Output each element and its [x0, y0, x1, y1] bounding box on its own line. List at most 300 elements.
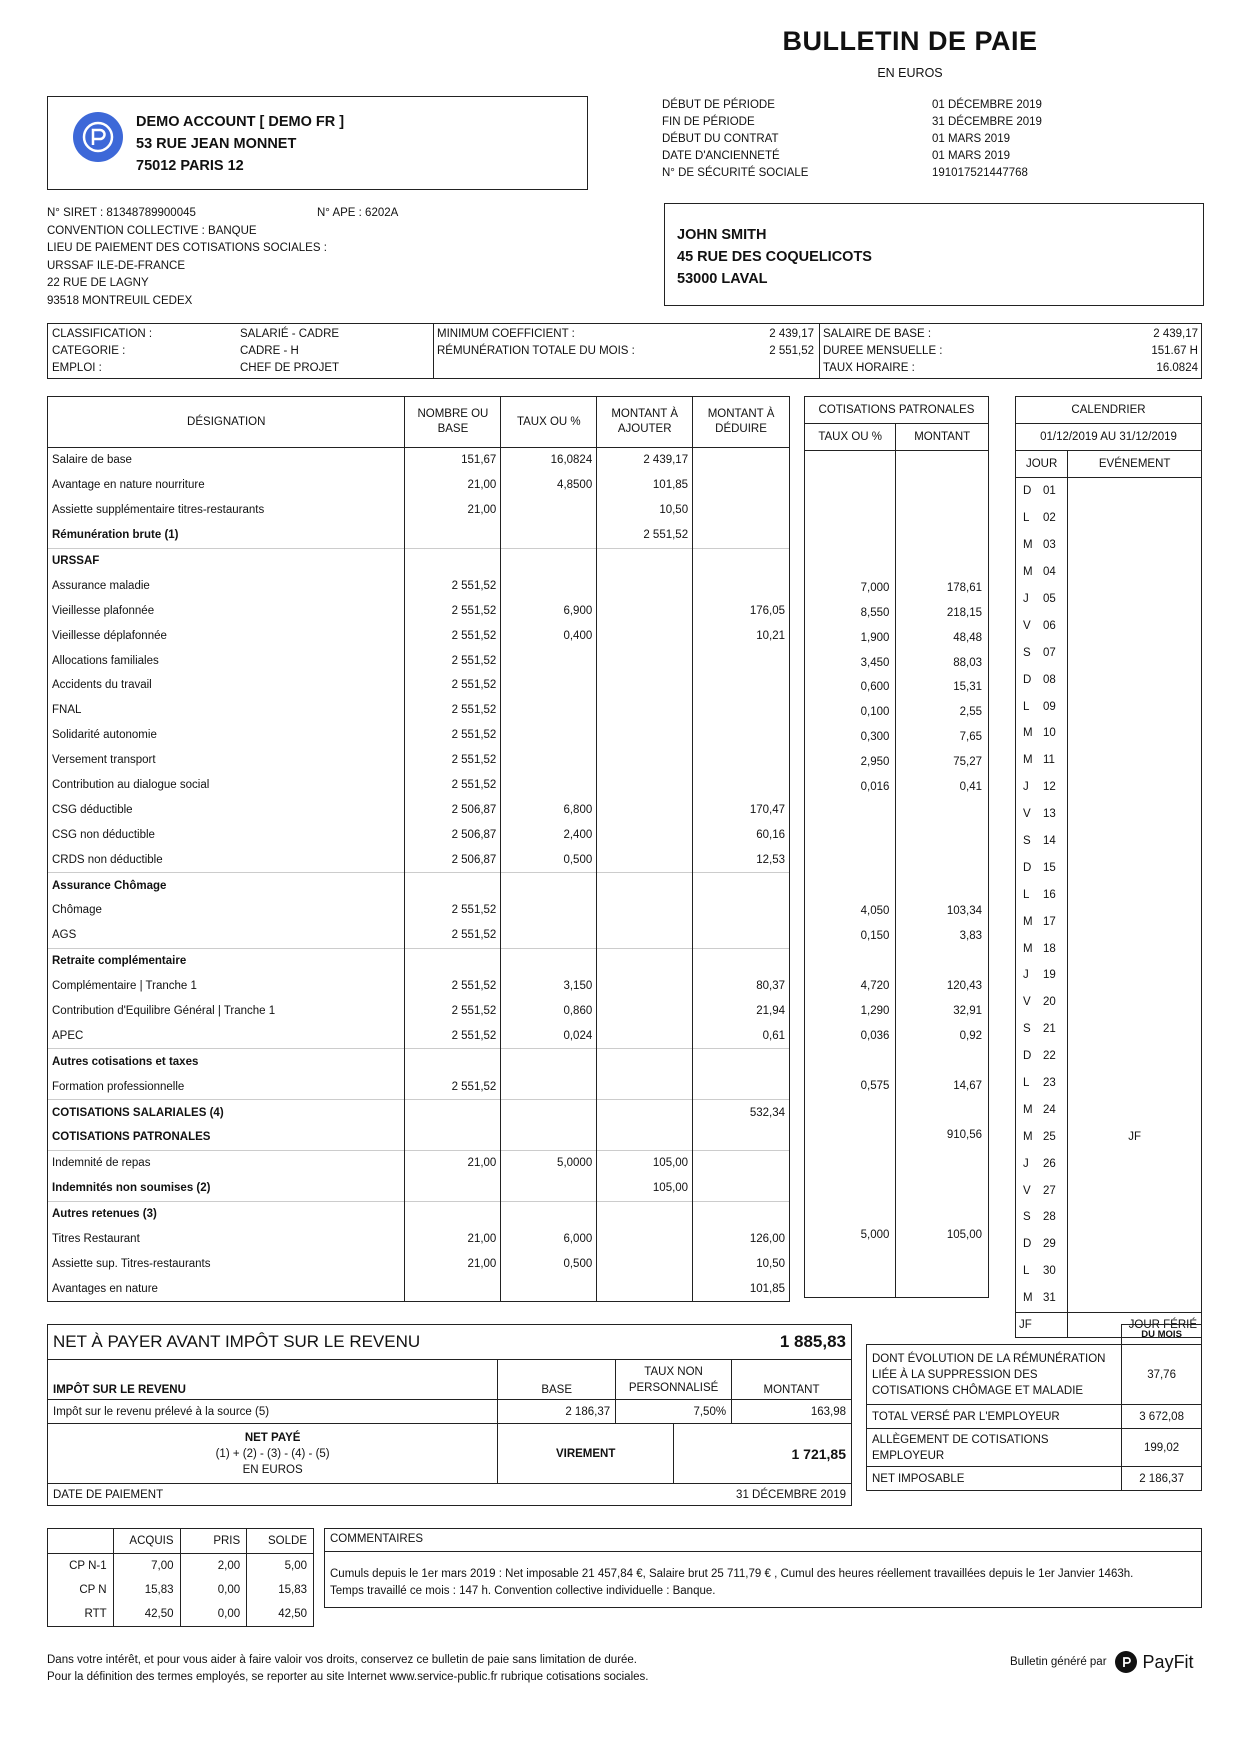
patr-montant: 120,43 [896, 974, 989, 999]
row-t: 0,024 [501, 1023, 597, 1048]
row-t [501, 648, 597, 673]
calendar-event [1068, 1016, 1202, 1043]
calendar-event [1068, 1204, 1202, 1231]
row-m: 532,34 [693, 1100, 790, 1125]
patr-montant: 178,61 [896, 575, 989, 600]
leave-header-solde: SOLDE [247, 1529, 314, 1554]
patr-montant: 32,91 [896, 999, 989, 1024]
footer-line-1: Dans votre intérêt, et pour vous aider à faire valoir vos droits, conservez ce bulletin de paie sans limitation de durée. [47, 1654, 638, 1666]
patr-montant: 0,92 [896, 1023, 989, 1048]
calendar-day-number: 28 [1043, 1211, 1056, 1224]
net-pay-table [47, 1324, 852, 1506]
patr-row [805, 1248, 989, 1273]
calendar-day-letter: J [1023, 969, 1029, 982]
period-label: DATE D'ANCIENNETÉ [662, 150, 780, 162]
calendar-event [1068, 1096, 1202, 1123]
calendar-day-letter: M [1023, 539, 1033, 552]
calendar-day-number: 23 [1043, 1077, 1056, 1090]
row-designation: Vieillesse plafonnée [48, 598, 405, 623]
comments-block [324, 1528, 1202, 1608]
calendar-row [1016, 908, 1202, 935]
leave-solde: 15,83 [247, 1578, 314, 1602]
siret: N° SIRET : 81348789900045 [47, 207, 196, 219]
recap-row [867, 1405, 1202, 1429]
calendar-day-letter: D [1023, 1238, 1032, 1251]
row-n: 2 551,52 [405, 1023, 501, 1048]
calendar-event [1068, 1231, 1202, 1258]
row-m [693, 723, 790, 748]
row-t [501, 1125, 597, 1150]
patr-row [805, 799, 989, 824]
patr-row [805, 999, 989, 1024]
header-deduire: MONTANT À DÉDUIRE [693, 397, 790, 448]
leave-row [48, 1602, 314, 1627]
leave-acquis: 7,00 [113, 1554, 180, 1579]
row-t [501, 698, 597, 723]
row-n [405, 1201, 501, 1226]
patr-row [805, 1173, 989, 1198]
payfit-brand: PayFit [1142, 1651, 1194, 1672]
row-t: 4,8500 [501, 473, 597, 498]
company-address-1: 53 RUE JEAN MONNET [136, 136, 297, 152]
row-m [693, 698, 790, 723]
leave-label: CP N [48, 1578, 114, 1602]
impot-taux-header: TAUX NON PERSONNALISÉ [616, 1360, 732, 1400]
row-t [501, 573, 597, 598]
patr-taux: 0,016 [805, 775, 896, 800]
calendar-row [1016, 962, 1202, 989]
calendar-event [1068, 908, 1202, 935]
patr-taux [805, 526, 896, 551]
row-a: 2 551,52 [597, 523, 693, 548]
header-ajouter: MONTANT À AJOUTER [597, 397, 693, 448]
calendar-day-letter: S [1023, 835, 1031, 848]
table-row [48, 773, 790, 798]
calendar-row [1016, 801, 1202, 828]
row-a [597, 773, 693, 798]
calendar-day [1016, 1231, 1068, 1258]
period-row [662, 165, 1062, 182]
recap-table [866, 1324, 1202, 1491]
calendar-day [1016, 1043, 1068, 1070]
row-t [501, 898, 597, 923]
row-designation: Complémentaire | Tranche 1 [48, 974, 405, 999]
row-designation: Avantages en nature [48, 1276, 405, 1301]
row-n: 2 551,52 [405, 898, 501, 923]
row-designation: Indemnité de repas [48, 1150, 405, 1175]
calendar-day [1016, 989, 1068, 1016]
calendar-day-letter: D [1023, 861, 1032, 874]
row-n: 2 506,87 [405, 797, 501, 822]
calendar-day-letter: L [1023, 512, 1030, 525]
patr-montant [896, 949, 989, 974]
table-row [48, 1176, 790, 1201]
recap-row [867, 1345, 1202, 1405]
patr-row [805, 675, 989, 700]
leave-pris: 0,00 [180, 1602, 247, 1627]
table-row [48, 948, 790, 973]
row-m: 176,05 [693, 598, 790, 623]
calendar-period: 01/12/2019 AU 31/12/2019 [1016, 424, 1202, 451]
calendar-day-number: 12 [1043, 781, 1056, 794]
header-taux: TAUX OU % [501, 397, 597, 448]
row-t: 6,000 [501, 1227, 597, 1252]
row-designation: Rémunération brute (1) [48, 523, 405, 548]
row-t [501, 1049, 597, 1074]
calendar-day [1016, 747, 1068, 774]
calendar-event [1068, 828, 1202, 855]
header-nombre: NOMBRE OU BASE [405, 397, 501, 448]
row-m [693, 748, 790, 773]
row-m [693, 1125, 790, 1150]
row-n: 2 551,52 [405, 673, 501, 698]
row-a [597, 748, 693, 773]
row-m [693, 448, 790, 473]
row-m [693, 923, 790, 948]
row-designation: Vieillesse déplafonnée [48, 623, 405, 648]
leave-pris: 2,00 [180, 1554, 247, 1579]
table-row [48, 1201, 790, 1226]
calendar-day-number: 27 [1043, 1184, 1056, 1197]
patr-row [805, 476, 989, 501]
row-m [693, 1074, 790, 1099]
row-a [597, 548, 693, 573]
row-t [501, 723, 597, 748]
row-a [597, 573, 693, 598]
calendar-event [1068, 693, 1202, 720]
net-paye-formula: (1) + (2) - (3) - (4) - (5) [215, 1447, 330, 1460]
patr-taux: 4,050 [805, 899, 896, 924]
period-label: DÉBUT DE PÉRIODE [662, 99, 775, 111]
row-n: 2 551,52 [405, 648, 501, 673]
calendar-day [1016, 559, 1068, 586]
calendar-event [1068, 1043, 1202, 1070]
calendar-row [1016, 1043, 1202, 1070]
patr-montant: 15,31 [896, 675, 989, 700]
patr-row [805, 1023, 989, 1048]
calendar-row [1016, 1231, 1202, 1258]
calendar-row [1016, 935, 1202, 962]
period-value: 01 DÉCEMBRE 2019 [932, 99, 1042, 111]
header-patr-taux: TAUX OU % [805, 424, 896, 451]
table-row [48, 1252, 790, 1277]
calendar-day [1016, 1096, 1068, 1123]
calendar-row [1016, 505, 1202, 532]
classification-labels: CATEGORIE : [52, 345, 126, 357]
calendar-row [1016, 1150, 1202, 1177]
patr-row [805, 924, 989, 949]
calendar-day-number: 25 [1043, 1130, 1056, 1143]
calendar-day-number: 26 [1043, 1157, 1056, 1170]
calendar-day-number: 22 [1043, 1050, 1056, 1063]
calendar-day-letter: M [1023, 915, 1033, 928]
calendar-row [1016, 478, 1202, 505]
calendar-day [1016, 1258, 1068, 1285]
calendar-day-number: 18 [1043, 942, 1056, 955]
net-paye-currency: EN EUROS [242, 1463, 303, 1476]
calendar-day-letter: M [1023, 942, 1033, 955]
calendar-row [1016, 1096, 1202, 1123]
calendar-event [1068, 747, 1202, 774]
row-n: 2 551,52 [405, 773, 501, 798]
row-m [693, 573, 790, 598]
patr-montant: 910,56 [896, 1123, 989, 1148]
calendar-day-number: 31 [1043, 1292, 1056, 1305]
header-calendrier: CALENDRIER [1016, 397, 1202, 424]
calendar-day-letter: M [1023, 1130, 1033, 1143]
patr-taux: 0,150 [805, 924, 896, 949]
patr-montant [896, 849, 989, 874]
calendar-day [1016, 693, 1068, 720]
calendar-event [1068, 612, 1202, 639]
patr-montant: 48,48 [896, 625, 989, 650]
calendar-day-letter: M [1023, 1292, 1033, 1305]
impot-base: 2 186,37 [498, 1400, 616, 1424]
row-designation: Indemnités non soumises (2) [48, 1176, 405, 1201]
patr-montant: 218,15 [896, 600, 989, 625]
classification-right-labels: TAUX HORAIRE : [823, 362, 915, 374]
payment-date: 31 DÉCEMBRE 2019 [674, 1484, 852, 1506]
calendar-day [1016, 1204, 1068, 1231]
row-a: 105,00 [597, 1176, 693, 1201]
row-a [597, 948, 693, 973]
leave-table [47, 1528, 314, 1627]
table-row [48, 1023, 790, 1048]
row-a [597, 1074, 693, 1099]
row-t [501, 498, 597, 523]
calendar-day [1016, 720, 1068, 747]
row-designation: Chômage [48, 898, 405, 923]
table-row [48, 797, 790, 822]
table-row [48, 1150, 790, 1175]
row-t [501, 948, 597, 973]
row-n [405, 948, 501, 973]
classification-right-values: 151.67 H [1151, 345, 1198, 357]
calendar-day-number: 04 [1043, 566, 1056, 579]
calendar-event [1068, 989, 1202, 1016]
classification-values: CHEF DE PROJET [240, 362, 340, 374]
row-designation: Assurance Chômage [48, 873, 405, 898]
row-m: 80,37 [693, 974, 790, 999]
recap-label: DONT ÉVOLUTION DE LA RÉMUNÉRATION LIÉE À LA SUPPRESSION DES COTISATIONS CHÔMAGE ET MALADIE [867, 1345, 1122, 1405]
row-designation: Salaire de base [48, 448, 405, 473]
calendar-day [1016, 532, 1068, 559]
employee-name: JOHN SMITH [677, 227, 767, 243]
row-a [597, 1201, 693, 1226]
row-t [501, 1074, 597, 1099]
calendar-day [1016, 1123, 1068, 1150]
impot-title: IMPÔT SUR LE REVENU [48, 1360, 498, 1400]
calendar-row [1016, 720, 1202, 747]
impot-montant-header: MONTANT [732, 1360, 852, 1400]
table-row [48, 1074, 790, 1099]
period-value: 01 MARS 2019 [932, 150, 1010, 162]
patr-montant [896, 526, 989, 551]
classification-values: SALARIÉ - CADRE [240, 328, 340, 340]
patr-taux: 0,600 [805, 675, 896, 700]
urssaf: URSSAF ILE-DE-FRANCE [47, 259, 186, 272]
calendar-day [1016, 1070, 1068, 1097]
row-m: 0,61 [693, 1023, 790, 1048]
table-row [48, 498, 790, 523]
patr-taux [805, 949, 896, 974]
calendar-day-letter: D [1023, 485, 1032, 498]
net-paye-title: NET PAYÉ [244, 1431, 301, 1444]
patr-taux: 0,300 [805, 725, 896, 750]
patr-taux: 0,575 [805, 1073, 896, 1098]
convention: CONVENTION COLLECTIVE : BANQUE [47, 224, 257, 237]
row-designation: Autres retenues (3) [48, 1201, 405, 1226]
calendar-day-letter: J [1023, 781, 1029, 794]
leave-header-pris: PRIS [180, 1529, 247, 1554]
row-designation: AGS [48, 923, 405, 948]
calendar-day-number: 19 [1043, 969, 1056, 982]
patr-montant [896, 799, 989, 824]
row-t: 5,0000 [501, 1150, 597, 1175]
calendar-day [1016, 774, 1068, 801]
row-n: 21,00 [405, 1150, 501, 1175]
patr-taux [805, 799, 896, 824]
patr-taux: 0,036 [805, 1023, 896, 1048]
leave-acquis: 42,50 [113, 1602, 180, 1627]
period-label: DÉBUT DU CONTRAT [662, 133, 779, 145]
patr-taux [805, 1123, 896, 1148]
leave-row [48, 1554, 314, 1579]
row-a [597, 822, 693, 847]
company-block [47, 96, 588, 190]
calendar-day-letter: D [1023, 673, 1032, 686]
row-m: 10,21 [693, 623, 790, 648]
calendar-day-letter: D [1023, 1050, 1032, 1063]
row-m [693, 873, 790, 898]
row-designation: COTISATIONS PATRONALES [48, 1125, 405, 1150]
calendar-row [1016, 1123, 1202, 1150]
leave-row [48, 1578, 314, 1602]
calendar-event: JF [1068, 1123, 1202, 1150]
calendar-day-number: 17 [1043, 915, 1056, 928]
row-designation: Autres cotisations et taxes [48, 1049, 405, 1074]
row-m [693, 898, 790, 923]
table-row [48, 698, 790, 723]
calendar-day [1016, 1016, 1068, 1043]
calendar-event [1068, 666, 1202, 693]
company-address-2: 75012 PARIS 12 [136, 158, 244, 174]
table-row [48, 1049, 790, 1074]
calendar-day-letter: M [1023, 727, 1033, 740]
calendar-day-number: 30 [1043, 1265, 1056, 1278]
calendar-day-letter: M [1023, 566, 1033, 579]
patr-montant [896, 874, 989, 899]
row-t: 6,800 [501, 797, 597, 822]
calendar-day [1016, 908, 1068, 935]
period-value: 01 MARS 2019 [932, 133, 1010, 145]
calendar-row [1016, 639, 1202, 666]
patr-montant [896, 1098, 989, 1123]
table-row [48, 1100, 790, 1125]
header-jour: JOUR [1016, 451, 1068, 478]
row-m [693, 1049, 790, 1074]
table-row [48, 1276, 790, 1301]
patr-row [805, 625, 989, 650]
patr-row [805, 1198, 989, 1223]
calendar-row [1016, 881, 1202, 908]
employee-block [664, 203, 1204, 306]
header-designation: DÉSIGNATION [48, 397, 405, 448]
row-a [597, 999, 693, 1024]
row-t: 6,900 [501, 598, 597, 623]
calendar-day-number: 21 [1043, 1023, 1056, 1036]
row-a [597, 898, 693, 923]
row-n [405, 548, 501, 573]
recap-header: DU MOIS [1122, 1325, 1202, 1345]
row-m: 12,53 [693, 847, 790, 872]
table-row [48, 598, 790, 623]
patr-taux: 3,450 [805, 650, 896, 675]
leave-solde: 42,50 [247, 1602, 314, 1627]
row-n [405, 1176, 501, 1201]
row-a [597, 1252, 693, 1277]
calendar-day [1016, 1150, 1068, 1177]
row-n: 2 551,52 [405, 999, 501, 1024]
row-a [597, 598, 693, 623]
table-row [48, 673, 790, 698]
header-patr-montant: MONTANT [896, 424, 989, 451]
table-row [48, 1227, 790, 1252]
row-m [693, 948, 790, 973]
net-title: NET À PAYER AVANT IMPÔT SUR LE REVENU [48, 1325, 674, 1360]
patr-taux [805, 1248, 896, 1273]
patr-row [805, 949, 989, 974]
calendar-event [1068, 586, 1202, 613]
classification-mid-labels: RÉMUNÉRATION TOTALE DU MOIS : [437, 345, 635, 357]
patr-row [805, 551, 989, 576]
payroll-table [47, 396, 790, 1302]
employer-info [47, 205, 607, 310]
row-t [501, 673, 597, 698]
row-t [501, 748, 597, 773]
row-m: 126,00 [693, 1227, 790, 1252]
company-logo-icon [73, 112, 123, 162]
patr-row [805, 874, 989, 899]
row-n: 2 551,52 [405, 723, 501, 748]
patr-taux: 1,900 [805, 625, 896, 650]
payment-date-label: DATE DE PAIEMENT [48, 1484, 674, 1506]
calendar-day-letter: V [1023, 808, 1031, 821]
period-row [662, 148, 1062, 165]
classification-mid-values: 2 439,17 [769, 328, 814, 340]
row-t: 0,500 [501, 1252, 597, 1277]
patr-montant [896, 1248, 989, 1273]
calendar-day-letter: S [1023, 1211, 1031, 1224]
row-m [693, 1201, 790, 1226]
patr-taux [805, 1098, 896, 1123]
row-a [597, 1227, 693, 1252]
period-label: N° DE SÉCURITÉ SOCIALE [662, 167, 809, 179]
patr-row [805, 725, 989, 750]
calendar-day-number: 11 [1043, 754, 1055, 767]
row-m: 101,85 [693, 1276, 790, 1301]
calendar-day-letter: M [1023, 754, 1033, 767]
calendar-day-number: 02 [1043, 512, 1056, 525]
row-n: 2 506,87 [405, 822, 501, 847]
table-row [48, 999, 790, 1024]
patr-montant [896, 501, 989, 526]
calendar-day-number: 24 [1043, 1103, 1056, 1116]
payment-mode: VIREMENT [498, 1424, 674, 1484]
row-designation: Accidents du travail [48, 673, 405, 698]
row-designation: COTISATIONS SALARIALES (4) [48, 1100, 405, 1125]
calendar-row [1016, 666, 1202, 693]
